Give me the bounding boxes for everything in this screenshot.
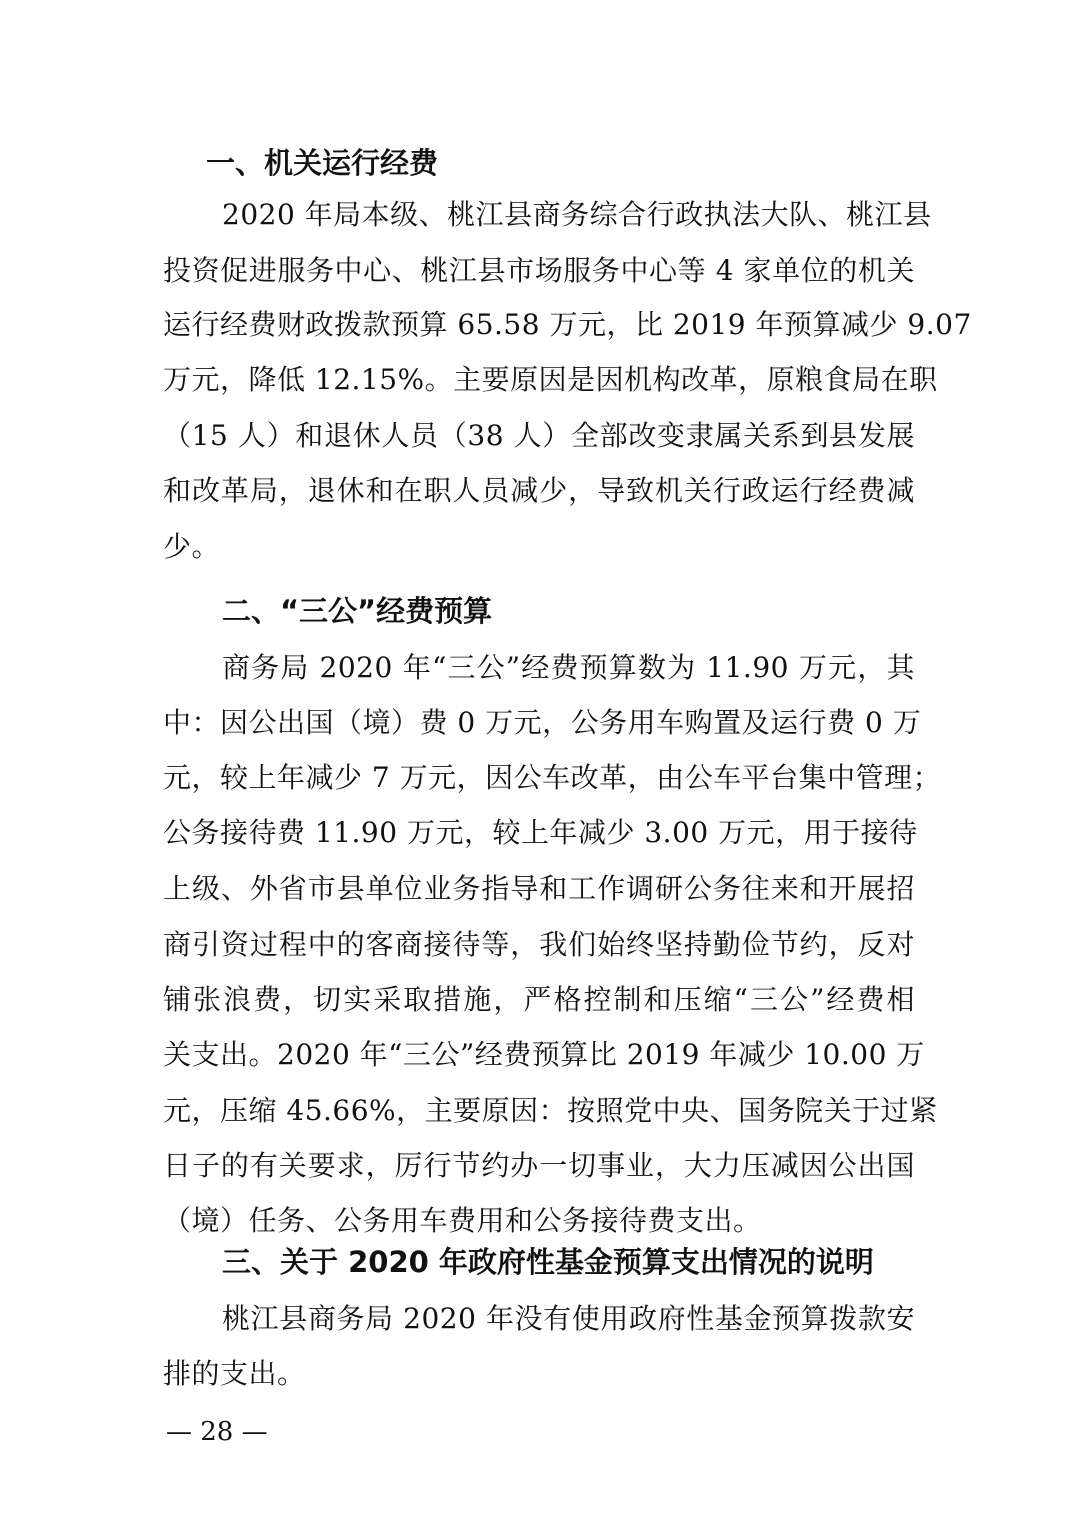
- paragraph-line: 少。: [163, 530, 221, 563]
- paragraph-line: 日子的有关要求，厉行节约办一切事业，大力压减因公出国: [163, 1149, 915, 1182]
- paragraph-line: （15 人）和退休人员（38 人）全部改变隶属关系到县发展: [163, 419, 915, 452]
- section-heading-1: 一、机关运行经费: [206, 146, 439, 180]
- paragraph-line: 投资促进服务中心、桃江县市场服务中心等 4 家单位的机关: [163, 254, 915, 287]
- paragraph-line: 万元，降低 12.15%。主要原因是因机构改革，原粮食局在职: [163, 363, 938, 396]
- page-number: — 28 —: [166, 1417, 268, 1447]
- paragraph-line: 排的支出。: [163, 1357, 306, 1390]
- section-heading-3: 三、关于 2020 年政府性基金预算支出情况的说明: [222, 1245, 874, 1279]
- paragraph-line: 2020 年局本级、桃江县商务综合行政执法大队、桃江县: [222, 198, 932, 231]
- paragraph-line: 商引资过程中的客商接待等，我们始终坚持勤俭节约，反对: [163, 928, 915, 961]
- paragraph-line: 桃江县商务局 2020 年没有使用政府性基金预算拨款安: [222, 1302, 915, 1335]
- paragraph-line: 铺张浪费，切实采取措施，严格控制和压缩“三公”经费相: [163, 983, 915, 1016]
- paragraph-line: 中：因公出国（境）费 0 万元，公务用车购置及运行费 0 万: [163, 706, 922, 739]
- paragraph-line: 运行经费财政拨款预算 65.58 万元，比 2019 年预算减少 9.07: [163, 308, 972, 341]
- paragraph-line: （境）任务、公务用车费用和公务接待费支出。: [163, 1204, 762, 1237]
- paragraph-line: 元，压缩 45.66%，主要原因：按照党中央、国务院关于过紧: [163, 1094, 938, 1127]
- paragraph-line: 公务接待费 11.90 万元，较上年减少 3.00 万元，用于接待: [163, 816, 918, 849]
- paragraph-line: 上级、外省市县单位业务指导和工作调研公务往来和开展招: [163, 872, 915, 905]
- paragraph-line: 和改革局，退休和在职人员减少，导致机关行政运行经费减: [163, 474, 915, 507]
- paragraph-line: 元，较上年减少 7 万元，因公车改革，由公车平台集中管理；: [163, 761, 942, 794]
- paragraph-line: 商务局 2020 年“三公”经费预算数为 11.90 万元，其: [222, 651, 915, 684]
- paragraph-line: 关支出。2020 年“三公”经费预算比 2019 年减少 10.00 万: [163, 1038, 925, 1071]
- section-heading-2: 二、“三公”经费预算: [222, 594, 493, 628]
